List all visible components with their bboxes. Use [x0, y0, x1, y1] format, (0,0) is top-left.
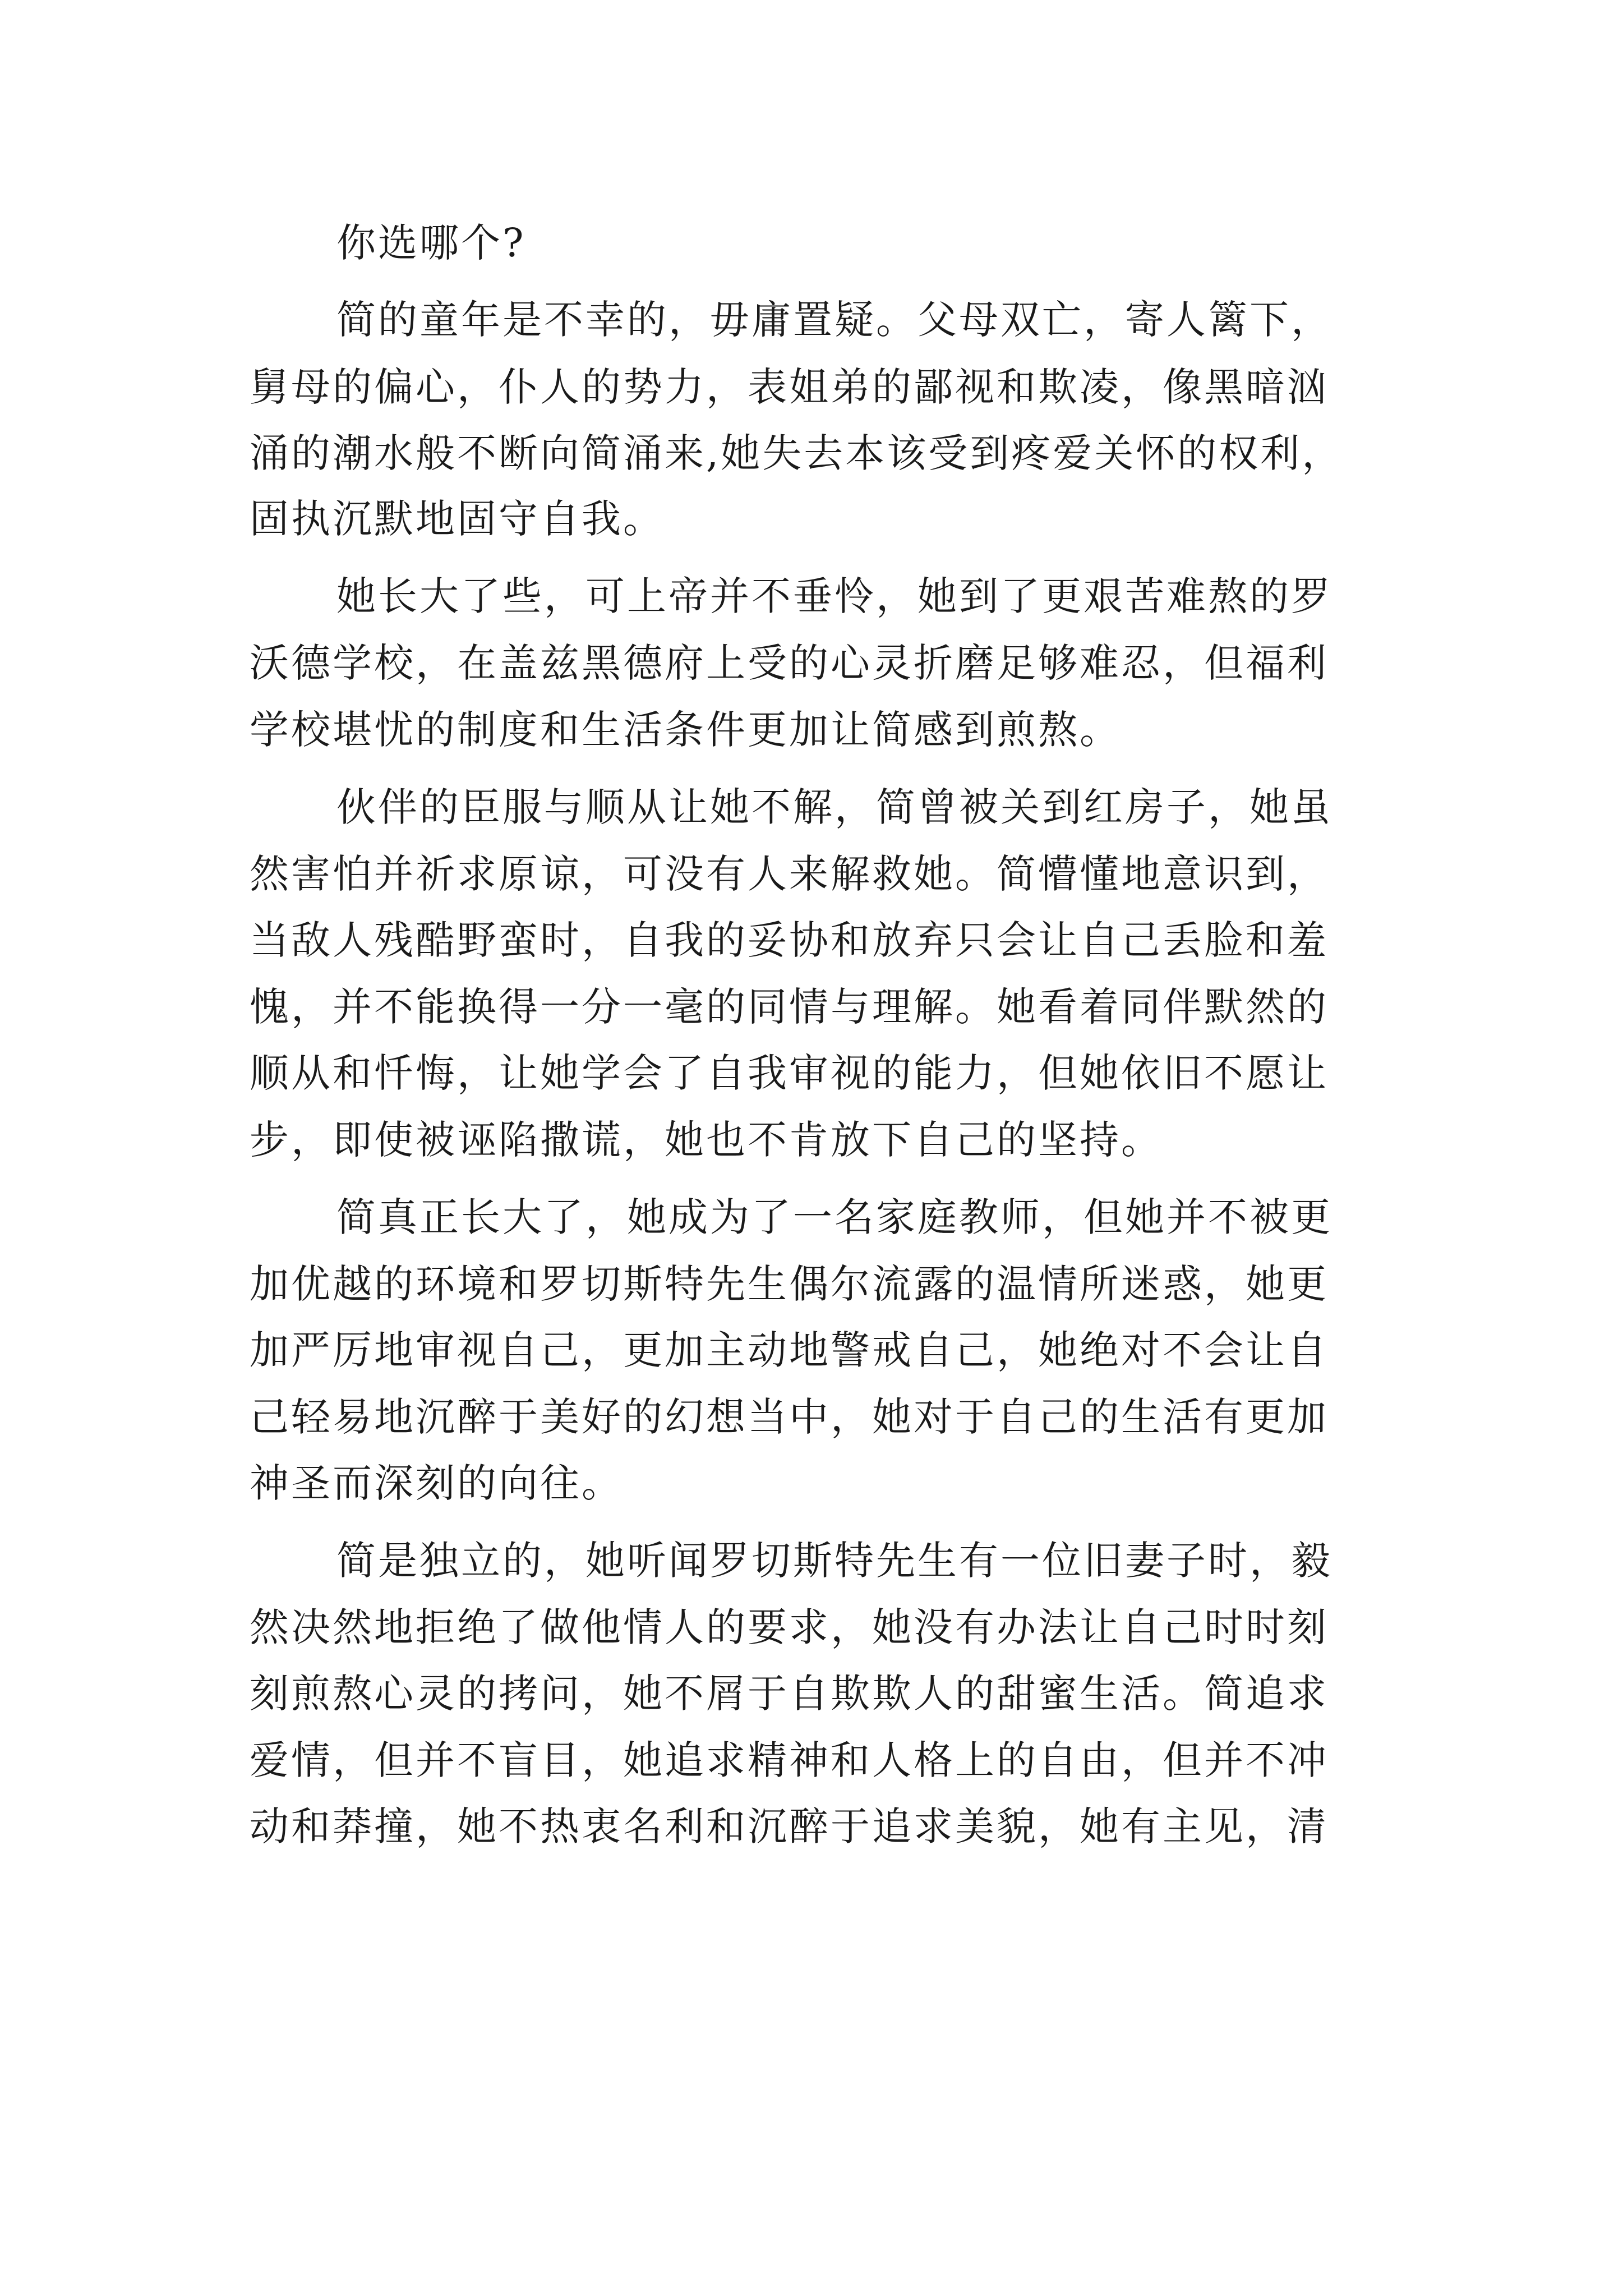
text-line: 你选哪个? [336, 220, 526, 266]
text-line: 加优越的环境和罗切斯特先生偶尔流露的温情所迷惑，她更 [250, 1261, 1329, 1307]
text-line: 固执沉默地固守自我。 [250, 496, 665, 542]
text-line: 简的童年是不幸的，毋庸置疑。父母双亡，寄人篱下， [336, 297, 1332, 343]
text-line: 动和莽撞，她不热衷名利和沉醉于追求美貌，她有主见，清 [250, 1803, 1329, 1849]
text-line: 顺从和忏悔，让她学会了自我审视的能力，但她依旧不愿让 [250, 1050, 1329, 1096]
text-line: 步，即使被诬陷撒谎，她也不肯放下自己的坚持。 [250, 1117, 1163, 1163]
text-line: 伙伴的臣服与顺从让她不解，简曾被关到红房子，她虽 [336, 784, 1332, 830]
text-line: 加严厉地审视自己，更加主动地警戒自己，她绝对不会让自 [250, 1327, 1329, 1373]
text-line: 刻煎熬心灵的拷问，她不屑于自欺欺人的甜蜜生活。简追求 [250, 1671, 1329, 1717]
text-line: 沃德学校，在盖兹黑德府上受的心灵折磨足够难忍，但福利 [250, 640, 1329, 686]
text-line: 舅母的偏心，仆人的势力，表姐弟的鄙视和欺凌，像黑暗汹 [250, 364, 1329, 410]
text-line: 爱情，但并不盲目，她追求精神和人格上的自由，但并不冲 [250, 1737, 1329, 1783]
text-line: 学校堪忧的制度和生活条件更加让简感到煎熬。 [250, 707, 1121, 753]
text-line: 涌的潮水般不断向简涌来,她失去本该受到疼爱关怀的权利， [250, 430, 1344, 476]
text-line: 简真正长大了，她成为了一名家庭教师，但她并不被更 [336, 1194, 1332, 1240]
text-line: 她长大了些，可上帝并不垂怜，她到了更艰苦难熬的罗 [336, 573, 1332, 619]
text-line: 己轻易地沉醉于美好的幻想当中，她对于自己的生活有更加 [250, 1394, 1329, 1440]
text-line: 当敌人残酷野蛮时，自我的妥协和放弃只会让自己丢脸和羞 [250, 917, 1329, 963]
text-line: 神圣而深刻的向往。 [250, 1460, 623, 1506]
text-line: 然决然地拒绝了做他情人的要求，她没有办法让自己时时刻 [250, 1604, 1329, 1650]
text-line: 简是独立的，她听闻罗切斯特先生有一位旧妻子时，毅 [336, 1538, 1332, 1584]
text-line: 然害怕并祈求原谅，可没有人来解救她。简懵懂地意识到， [250, 851, 1329, 897]
text-line: 愧，并不能换得一分一毫的同情与理解。她看着同伴默然的 [250, 984, 1329, 1030]
